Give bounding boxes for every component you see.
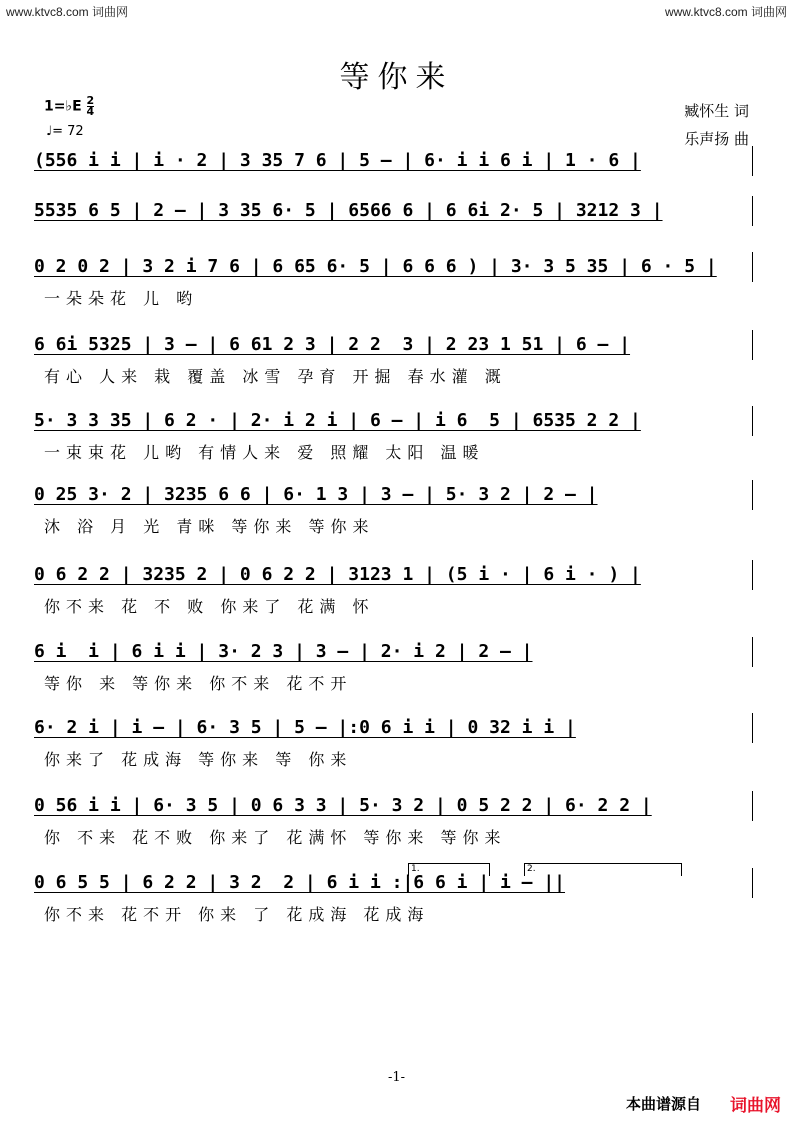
key-text: 1=♭E <box>44 98 82 115</box>
score-row <box>34 252 753 312</box>
notation-line: 6 6i 5325 | 3 – | 6 61 2 3 | 2 2 3 | 2 23 1 51 | 6 – | <box>34 334 631 355</box>
notation-line: 0 6 2 2 | 3235 2 | 0 6 2 2 | 3123 1 | (5 i · | 6 i · ) | <box>34 564 641 585</box>
volta-1-label: 1. <box>411 864 420 874</box>
lyrics-line: 你来了 花成海 等你来 等 你来 <box>44 750 353 769</box>
row-end-barline <box>752 406 753 436</box>
lyrics-line: 有心 人来 栽 覆盖 冰雪 孕育 开掘 春水灌 溉 <box>44 367 507 386</box>
lyrics-line: 你 不来 花不败 你来了 花满怀 等你来 等你来 <box>44 828 507 847</box>
notation-line: 6· 2 i | i – | 6· 3 5 | 5 – |:0 6 i i | 0 32 i i | <box>34 717 576 738</box>
notation-line: 0 56 i i | 6· 3 5 | 0 6 3 3 | 5· 3 2 | 0 5 2 2 | 6· 2 2 | <box>34 795 652 816</box>
notation-line: 5535 6 5 | 2 – | 3 35 6· 5 | 6566 6 | 6 6i 2· 5 | 3212 3 | <box>34 200 663 221</box>
source-label: 本曲谱源自 <box>625 1095 701 1113</box>
time-sig-bottom: 4 <box>86 105 95 118</box>
row-end-barline <box>752 868 753 898</box>
tempo-mark: ♩= 72 <box>46 124 84 139</box>
notation-line: 0 2 0 2 | 3 2 i 7 6 | 6 65 6· 5 | 6 6 6 ) | 3· 3 5 35 | 6 · 5 | <box>34 256 717 277</box>
score-row <box>34 196 753 256</box>
score-row <box>34 791 753 851</box>
notation-line: (556 i i | i · 2 | 3 35 7 6 | 5 – | 6· i i 6 i | 1 · 6 | <box>34 150 641 171</box>
notation-line: 0 6 5 5 | 6 2 2 | 3 2 2 | 6 i i :|6 6 i | i – || <box>34 872 566 893</box>
volta-2-label: 2. <box>527 864 536 874</box>
lyrics-line: 等你 来 等你来 你不来 花不开 <box>44 674 353 693</box>
lyricist-credit: 臧怀生 词 <box>684 102 749 120</box>
row-end-barline <box>752 791 753 821</box>
song-title: 等你来 <box>339 60 454 95</box>
score-row <box>34 406 753 466</box>
row-end-barline <box>752 713 753 743</box>
row-end-barline <box>752 560 753 590</box>
lyrics-line: 你不来 花 不 败 你来了 花满 怀 <box>44 597 375 616</box>
page-number: -1- <box>387 1070 406 1085</box>
volta-2 <box>524 863 682 876</box>
time-signature <box>87 96 95 117</box>
score-row <box>34 713 753 773</box>
score-row <box>34 637 753 697</box>
score-row <box>34 480 753 540</box>
time-sig-top: 2 <box>86 94 95 107</box>
lyrics-line: 你不来 花不开 你来 了 花成海 花成海 <box>44 905 430 924</box>
lyrics-line: 一束束花 儿哟 有情人来 爱 照耀 太阳 温暖 <box>44 443 485 462</box>
row-end-barline <box>752 330 753 360</box>
score-row <box>34 868 753 928</box>
notation-line: 6 i i | 6 i i | 3· 2 3 | 3 – | 2· i 2 | 2 – | <box>34 641 533 662</box>
key-signature <box>44 96 94 117</box>
composer-credit: 乐声扬 曲 <box>684 130 749 148</box>
lyrics-line: 一朵朵花 儿 哟 <box>44 289 199 308</box>
lyrics-line: 沐 浴 月 光 青咪 等你来 等你来 <box>44 517 375 536</box>
score-row <box>34 330 753 390</box>
watermark-left: www.ktvc8.com 词曲网 <box>6 5 129 19</box>
row-end-barline <box>752 252 753 282</box>
row-end-barline <box>752 480 753 510</box>
watermark-right: www.ktvc8.com 词曲网 <box>664 5 787 19</box>
volta-1 <box>408 863 490 876</box>
notation-line: 5· 3 3 35 | 6 2 · | 2· i 2 i | 6 – | i 6 5 | 6535 2 2 | <box>34 410 641 431</box>
source-logo: 词曲网 <box>730 1096 781 1116</box>
row-end-barline <box>752 146 753 176</box>
row-end-barline <box>752 637 753 667</box>
row-end-barline <box>752 196 753 226</box>
notation-line: 0 25 3· 2 | 3235 6 6 | 6· 1 3 | 3 – | 5· 3 2 | 2 – | <box>34 484 598 505</box>
score-row <box>34 560 753 620</box>
